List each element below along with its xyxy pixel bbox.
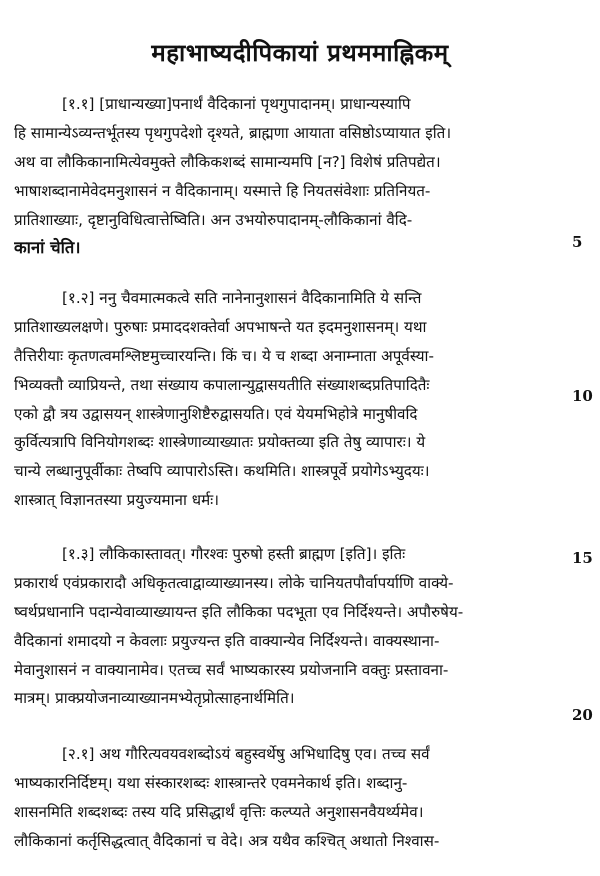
line-number: 15	[572, 549, 593, 567]
text-line: भिव्यक्तौ व्याप्रियन्ते, तथा संख्याय कपालान्युद्वासयतीति संख्याशब्दप्रतिपादितैः	[14, 375, 430, 394]
paragraph-1-3	[14, 540, 569, 713]
text-line: अथ वा लौकिकानामित्येवमुक्ते लौकिकशब्दं सामान्यमपि [न?] विशेषं प्रतिपद्येत।	[14, 152, 441, 171]
text-line: प्रातिशाख्यलक्षणे। पुरुषाः प्रमाददशक्तेर्वा अपभाषन्ते यत इदमनुशासनम्। यथा	[14, 317, 427, 336]
text-line: मेवानुशासनं न वाक्यानामेव। एतच्च सर्वं भाष्यकारस्य प्रयोजनानि वक्तुः प्रस्तावना-	[14, 660, 449, 679]
text-line: [१.१] [प्राधान्यख्या]पनार्थं वैदिकानां पृथगुपादानम्। प्राधान्यस्यापि	[62, 95, 411, 113]
text-line: चान्ये लब्धानुपूर्वीकाः तेष्वपि व्यापारोऽस्ति। कथमिति। शास्त्रपूर्वे प्रयोगेऽभ्युदयः।	[14, 462, 430, 481]
text-line: प्रकारार्थ एवंप्रकारादौ अधिकृतत्वाद्वाव्याख्यानस्य। लोके चानियतपौर्वापर्याणि वाक्ये-	[14, 573, 454, 592]
text-line: शास्त्रात् विज्ञानतस्या प्रयुज्यमाना धर्मः।	[14, 491, 219, 510]
text-line: लौकिकानां कर्तृसिद्धत्वात् वैदिकानां च वेदे। अत्र यथैव कश्चित् अथातो निश्वास-	[14, 831, 440, 850]
line-number: 5	[572, 233, 583, 251]
text-line: भाष्यकारनिर्दिष्टम्। यथा संस्कारशब्दः शास्त्रान्तरे एवमनेकार्थ इति। शब्दानु-	[14, 773, 408, 792]
line-number: 20	[572, 706, 593, 724]
paragraph-2-1	[14, 740, 569, 856]
text-line: [२.१] अथ गौरित्यवयवशब्दोऽयं बहुस्वर्थेषु अभिधादिषु एव। तच्च सर्वं	[62, 745, 430, 763]
text-line: ष्वर्थप्रधानानि पदान्येवाव्याख्यायन्त इति लौकिका पदभूता एव निर्दिश्यन्ते। अपौरुषेय-	[14, 602, 464, 621]
text-line: भाषाशब्दानामेवेदमनुशासनं न वैदिकानाम्। यस्मात्ते हि नियतसंवेशाः प्रतिनियत-	[14, 181, 431, 200]
text-line: तैत्तिरीयाः कृतणत्वमश्लिष्टमुच्चारयन्ति। किं च। ये च शब्दा अनाम्नाता अपूर्वस्या-	[14, 346, 434, 365]
text-line: प्रातिशाख्याः, दृष्टानुविधित्वात्तेष्विति। अन उभयोरुपादानम्-लौकिकानां वैदि-	[14, 210, 413, 229]
paragraph-1-1	[14, 90, 569, 263]
text-line: [१.२] ननु चैवमात्मकत्वे सति नानेनानुशासनं वैदिकानामिति ये सन्ति	[62, 289, 422, 307]
text-line: वैदिकानां शमादयो न केवलाः प्रयुज्यन्त इति वाक्यान्येव निर्दिश्यन्ते। वाक्यस्थाना-	[14, 631, 440, 650]
chapter-title: महाभाष्यदीपिकायां प्रथममाह्निकम्	[151, 39, 449, 67]
paragraph-1-2	[14, 284, 569, 515]
text-line: शासनमिति शब्दशब्दः तस्य यदि प्रसिद्धार्थं वृत्तिः कल्प्यते अनुशासनवैयर्थ्यमेव।	[14, 802, 424, 821]
text-line: हि सामान्येऽव्यन्तर्भूतस्य पृथगुपदेशो दृश्यते, ब्राह्मणा आयाता वसिष्ठोऽप्यायात इति।	[14, 123, 452, 142]
text-line: कुर्वित्यत्रापि विनियोगशब्दः शास्त्रेणाव्याख्यातः प्रयोक्तव्या इति तेषु व्यापारः। ये	[14, 433, 426, 452]
text-line: मात्रम्। प्राक्प्रयोजनाव्याख्यानमभ्येतृप्रोत्साहनार्थमिति।	[14, 689, 295, 708]
text-line: एको द्वौ त्रय उद्वासयन् शास्त्रेणानुशिष्टैरुद्वासयति। एवं येयमभिहोत्रे मानुषीवदि	[14, 404, 418, 423]
text-line: कानां चेति।	[14, 238, 81, 258]
text-line: [१.३] लौकिकास्तावत्। गौरश्वः पुरुषो हस्ती ब्राह्मण [इति]। इतिः	[62, 545, 406, 563]
line-number: 10	[572, 387, 593, 405]
